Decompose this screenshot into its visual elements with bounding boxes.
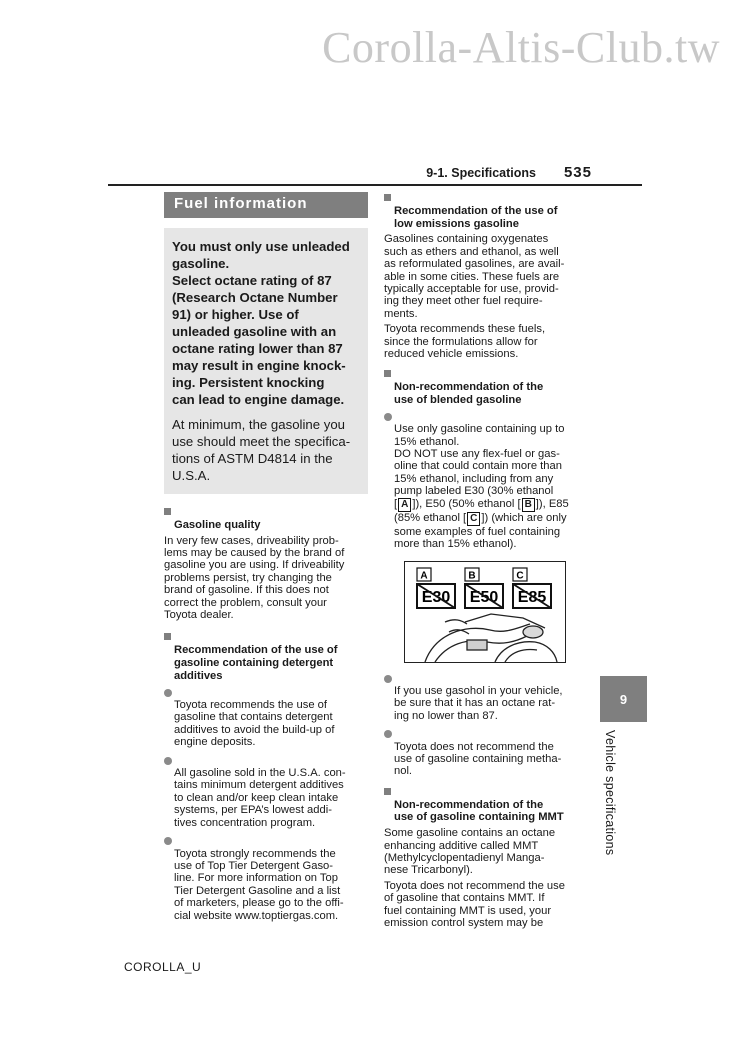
warning-box: [164, 228, 368, 494]
square-bullet-icon: [384, 194, 391, 201]
bullet-text: All gasoline sold in the U.S.A. con- tains minimum detergent additives to clean and/or keep clean intake systems, per EPA’s lowest addi- tives concentration program.: [174, 767, 346, 829]
sticker-e50: [465, 584, 503, 608]
paragraph-low-emissions-1: Gasolines containing oxygenates such as ethers and ethanol, as well as reformulated gasolines, are avail- able in some cities. These fuels are typically acceptable for use, provid- ing they meet other fuel require- ments.: [384, 233, 565, 320]
circle-bullet-icon: [384, 413, 392, 421]
paragraph-quality: In very few cases, driveability prob- lems may be caused by the brand of gasoline you are using. If driveability problems persist, try changing the brand of gasoline. If this does not correct the problem, consult your Toyota dealer.: [164, 534, 345, 622]
warning-bold-text: You must only use unleaded gasoline. Select octane rating of 87 (Research Octane Number 91) or higher. Use of unleaded gasoline with an octane rating lower than 87 may result in engine knock- ing. Persistent knocking can lead to engine damage.: [172, 239, 350, 407]
square-bullet-icon: [164, 508, 171, 515]
heading-text: Non-recommendation of the use of blended gasoline: [394, 381, 544, 407]
fig-e50: E50: [469, 588, 499, 606]
fig-letter-a: A: [420, 570, 428, 581]
heading-text: Recommendation of the use of low emissions gasoline: [394, 204, 558, 230]
heading-text: Recommendation of the use of gasoline containing detergent additives: [174, 644, 338, 682]
paragraph-mmt-2: Toyota does not recommend the use of gasoline that contains MMT. If fuel containing MMT is used, your emission control system may be: [384, 879, 565, 929]
paragraph-low-emissions-2: Toyota recommends these fuels, since the formulations allow for reduced vehicle emissions.: [384, 323, 546, 361]
section-title: 9-1. Specifications: [426, 166, 536, 180]
right-column: [384, 192, 590, 929]
bullet-gasohol: [384, 673, 590, 723]
fuel-pump-label-figure: [404, 561, 566, 663]
page-header: [108, 160, 642, 186]
heading-gasoline-quality: [164, 506, 368, 532]
chapter-tab[interactable]: [600, 676, 647, 722]
footer-code: COROLLA_U: [124, 960, 202, 974]
fig-letter-c: C: [516, 570, 524, 581]
letter-box-a: [417, 568, 431, 582]
bullet-detergent-2: [164, 755, 368, 829]
bullet-text: ]), E85 (85% ethanol [: [394, 497, 569, 524]
square-bullet-icon: [164, 633, 171, 640]
fig-letter-b: B: [468, 570, 476, 581]
bullet-text: If you use gasohol in your vehicle, be sure that it has an octane rat- ing no lower than 87.: [394, 684, 563, 722]
label-c: C: [467, 512, 480, 526]
label-a: A: [398, 498, 411, 512]
chapter-label: Vehicle specifications: [603, 730, 617, 856]
sticker-e30: [417, 584, 455, 608]
paragraph-mmt-1: Some gasoline contains an octane enhancing additive called MMT (Methylcyclopentadienyl Manga- nese Tricarbonyl).: [384, 827, 556, 877]
heading-text: Non-recommendation of the use of gasoline containing MMT: [394, 798, 564, 824]
heading-text: Gasoline quality: [174, 518, 261, 531]
letter-box-b: [465, 568, 479, 582]
bullet-text: Toyota recommends the use of gasoline that contains detergent additives to avoid the build-up of engine deposits.: [174, 699, 335, 749]
circle-bullet-icon: [384, 730, 392, 738]
nozzle-drawing: [425, 614, 557, 662]
heading-mmt: [384, 786, 590, 824]
heading-detergent: [164, 631, 368, 682]
fuel-information-title: Fuel information: [164, 192, 368, 218]
square-bullet-icon: [384, 370, 391, 377]
left-column: [164, 192, 368, 922]
chapter-number: 9: [619, 691, 628, 707]
fuel-pump-illustration: [405, 562, 565, 662]
bullet-text: Use only gasoline containing up to 15% ethanol. DO NOT use any flex-fuel or gas- oline that could contain more than 15% ethanol, including from any pump labeled E30 (30% ethanol [: [394, 423, 565, 510]
bullet-text: ]) (which are only some examples of fuel containing more than 15% ethanol).: [394, 511, 567, 551]
bullet-blended: [384, 411, 590, 551]
warning-normal-text: At minimum, the gasoline you use should meet the specifica- tions of ASTM D4814 in the U.S.A.: [172, 417, 351, 483]
sticker-e85: [513, 584, 551, 608]
label-b: B: [522, 498, 535, 512]
bullet-methanol: [384, 728, 590, 778]
watermark: Corolla-Altis-Club.tw: [322, 23, 720, 72]
bullet-text: ]), E50 (50% ethanol [: [412, 497, 521, 510]
square-bullet-icon: [384, 788, 391, 795]
fig-e30: E30: [421, 588, 451, 606]
heading-low-emissions: [384, 192, 590, 230]
circle-bullet-icon: [384, 675, 392, 683]
bullet-detergent-3: [164, 835, 368, 922]
bullet-text: Toyota does not recommend the use of gasoline containing metha- nol.: [394, 740, 562, 778]
circle-bullet-icon: [164, 757, 172, 765]
circle-bullet-icon: [164, 689, 172, 697]
page-number: 535: [563, 164, 592, 181]
circle-bullet-icon: [164, 837, 172, 845]
letter-box-c: [513, 568, 527, 582]
bullet-text: Toyota strongly recommends the use of Top Tier Detergent Gaso- line. For more information on Top Tier Detergent Gasoline and a list of marketers, please go to the offi- cial website www.toptiergas.com.: [174, 847, 344, 922]
bullet-detergent-1: [164, 687, 368, 749]
fig-e85: E85: [517, 588, 547, 606]
heading-blended: [384, 368, 590, 406]
